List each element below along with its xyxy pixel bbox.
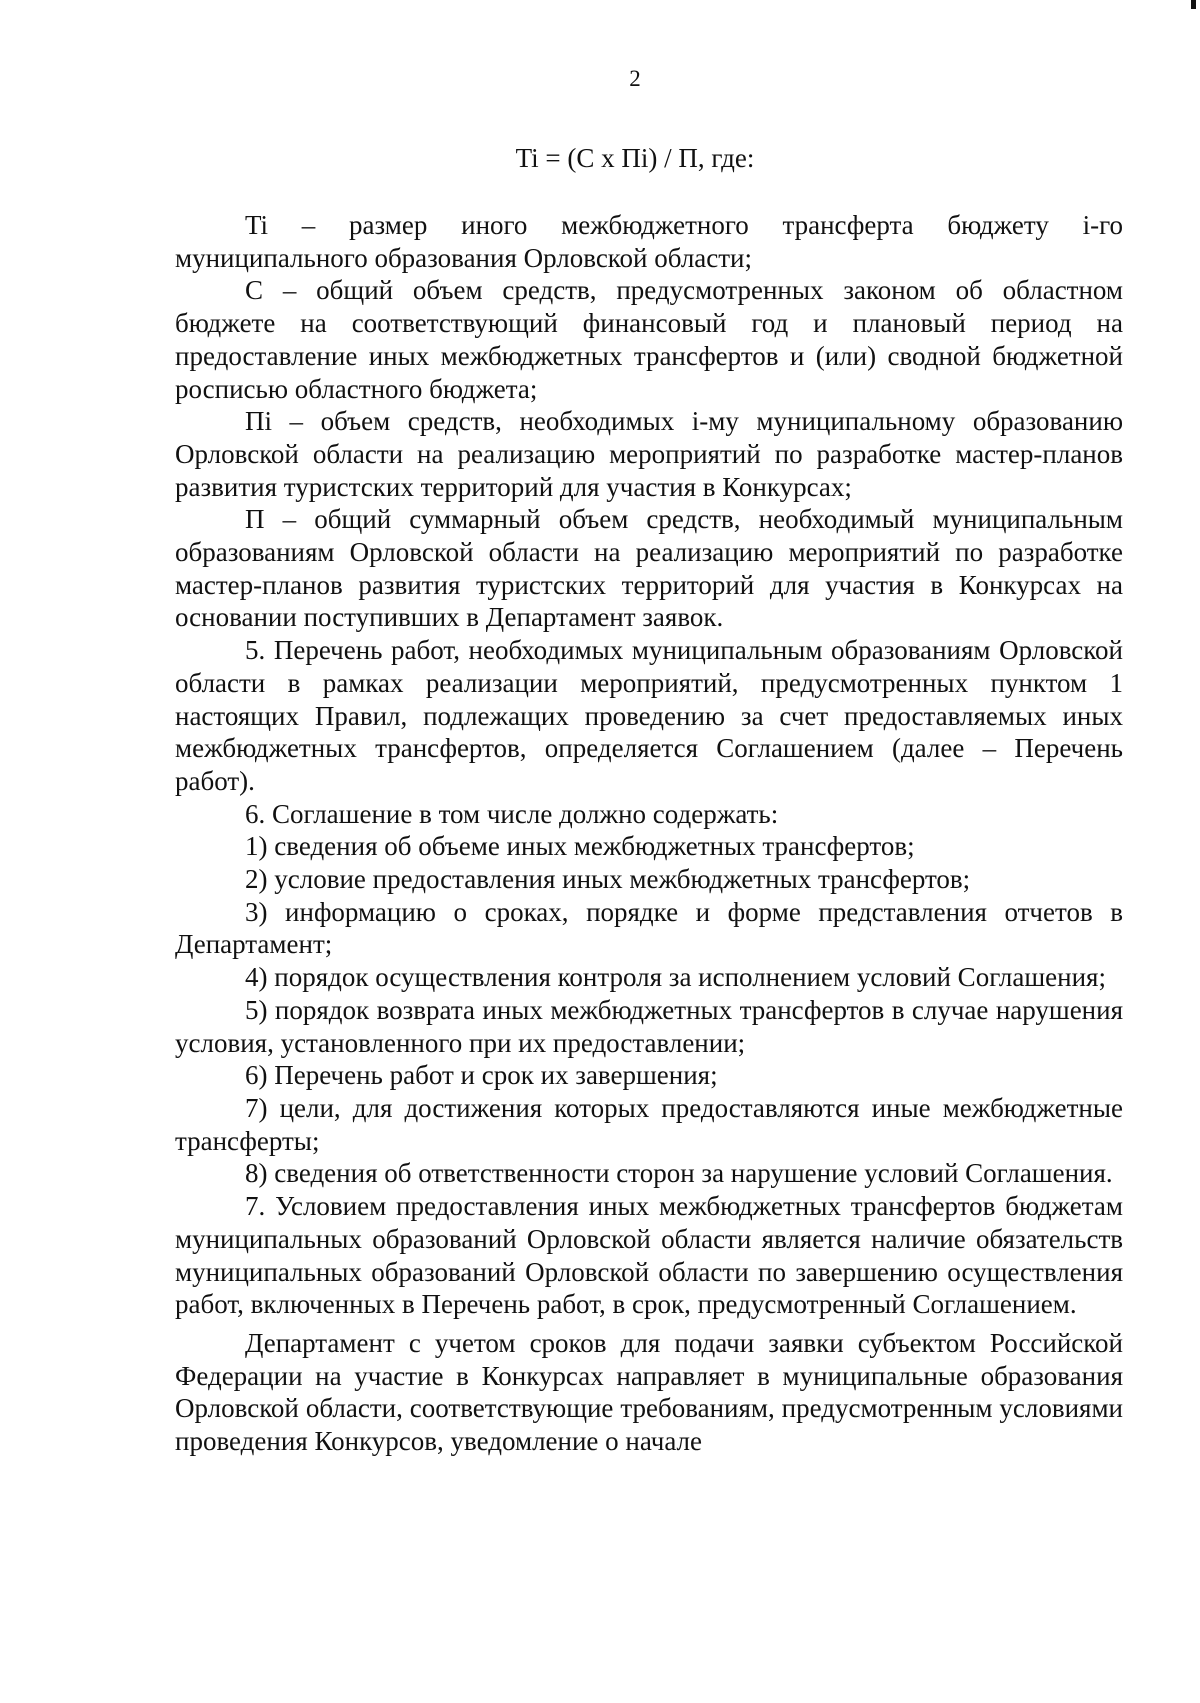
paragraph-department-notice: Департамент с учетом сроков для подачи заявки субъектом Российской Федерации на участие в Конкурсах направляет в муниципальные образования Орловской области, соответствующие требованиям, предусмотренным условиями проведения Конкурсов, уведомление о начале	[175, 1327, 1123, 1457]
list-item-7: 7) цели, для достижения которых предоставляются иные межбюджетные трансферты;	[175, 1092, 1123, 1156]
paragraph-item-6: 6. Соглашение в том числе должно содержать:	[245, 798, 779, 829]
list-item-2: 2) условие предоставления иных межбюджетных трансфертов;	[245, 864, 971, 895]
paragraph-pi-definition: Пi – объем средств, необходимых i-му муниципальному образованию Орловской области на реализацию мероприятий по разработке мастер-планов развития туристских территорий для участия в Конкурсах;	[175, 406, 1123, 502]
list-item-8: 8) сведения об ответственности сторон за нарушение условий Соглашения.	[245, 1158, 1113, 1189]
paragraph-p-definition: П – общий суммарный объем средств, необходимый муниципальным образованиям Орловской области на реализацию мероприятий по разработке мастер-планов развития туристских территорий для участия в Конкурсах на основании поступивших в Департамент заявок.	[175, 504, 1123, 633]
paragraph-item-7: 7. Условием предоставления иных межбюджетных трансфертов бюджетам муниципальных образований Орловской области является наличие обязательств муниципальных образований Орловской области по завершению осуществления работ, включенных в Перечень работ, в срок, предусмотренный Соглашением.	[175, 1191, 1123, 1320]
paragraph-c-definition: С – общий объем средств, предусмотренных законом об областном бюджете на соответствующий финансовый год и плановый период на предоставление иных межбюджетных трансфертов и (или) сводной бюджетной росписью областного бюджета;	[175, 275, 1123, 404]
paragraph-ti-definition: Ti – размер иного межбюджетного трансферта бюджету i-го муниципального образования Орловской области;	[175, 210, 1123, 273]
formula-line: Ti = (C x Пi) / П, где:	[515, 143, 755, 173]
document-body	[175, 209, 1123, 1458]
list-item-3: 3) информацию о сроках, порядке и форме представления отчетов в Департамент;	[175, 896, 1123, 960]
list-item-6: 6) Перечень работ и срок их завершения;	[245, 1060, 718, 1091]
paragraph-item-5: 5. Перечень работ, необходимых муниципальным образованиям Орловской области в рамках реализации мероприятий, предусмотренных пунктом 1 настоящих Правил, подлежащих проведению за счет предоставляемых иных межбюджетных трансфертов, определяется Соглашением (далее – Перечень работ).	[175, 635, 1123, 796]
page-number: 2	[629, 66, 641, 91]
list-item-5: 5) порядок возврата иных межбюджетных трансфертов в случае нарушения условия, установленного при их предоставлении;	[175, 994, 1123, 1058]
list-item-1: 1) сведения об объеме иных межбюджетных трансфертов;	[245, 831, 915, 862]
scan-edge-mark	[1191, 0, 1196, 9]
list-item-4: 4) порядок осуществления контроля за исполнением условий Соглашения;	[245, 962, 1106, 993]
